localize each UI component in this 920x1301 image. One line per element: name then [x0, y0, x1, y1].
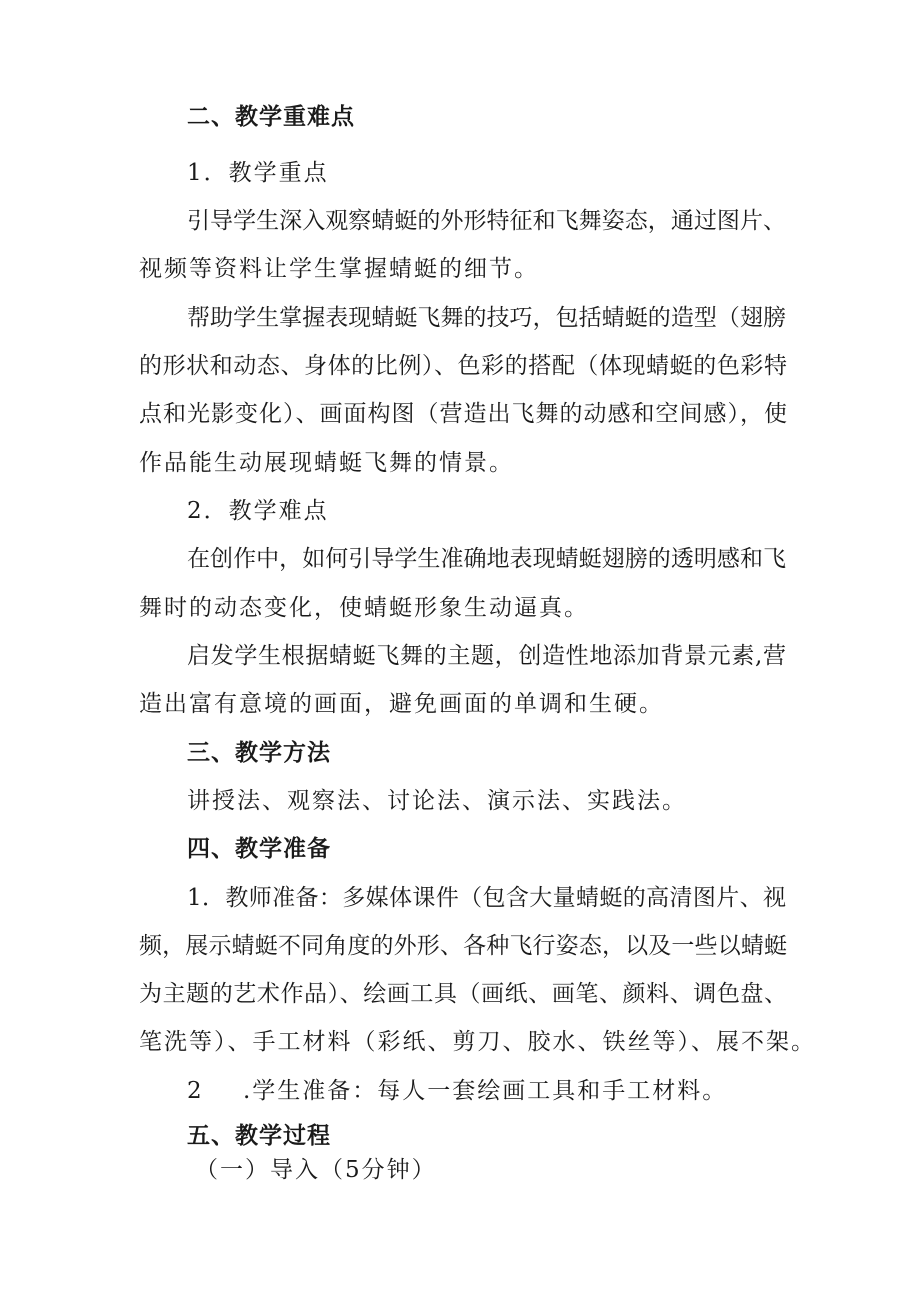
paragraph-line: 笔洗等）、手工材料（彩纸、剪刀、胶水、铁丝等）、展不架。	[139, 1029, 816, 1055]
section-heading-teaching-methods: 三、教学方法	[187, 740, 331, 766]
paragraph-line: 引导学生深入观察蜻蜓的外形特征和飞舞姿态，通过图片、	[187, 208, 786, 234]
paragraph-line: 造出富有意境的画面，避免画面的单调和生硬。	[139, 691, 664, 717]
subheading-introduction: （一）导入（5分钟）	[195, 1157, 437, 1183]
section-heading-teaching-preparation: 四、教学准备	[187, 836, 331, 862]
paragraph-line: 在创作中，如何引导学生准确地表现蜻蜓翅膀的透明感和飞	[187, 546, 786, 572]
subheading-key-points: 1．教学重点	[187, 160, 329, 186]
list-number: 2	[187, 1078, 204, 1104]
subheading-difficult-points: 2．教学难点	[187, 498, 329, 524]
section-heading-key-difficult-points: 二、教学重难点	[187, 104, 355, 130]
paragraph-line: 点和光影变化）、画面构图（营造出飞舞的动感和空间感），使	[139, 401, 787, 427]
paragraph-line: 的形状和动态、身体的比例）、色彩的搭配（体现蜻蜓的色彩特	[139, 353, 787, 379]
paragraph-line: 讲授法、观察法、讨论法、演示法、实践法。	[187, 788, 687, 814]
paragraph-line: 为主题的艺术作品）、绘画工具（画纸、画笔、颜料、调色盘、	[139, 981, 787, 1007]
paragraph-line: 1．教师准备：多媒体课件（包含大量蜻蜓的高清图片、视	[187, 885, 786, 911]
section-heading-teaching-process: 五、教学过程	[187, 1123, 331, 1149]
paragraph-line: 作品能生动展现蜻蜓飞舞的情景。	[139, 450, 514, 476]
paragraph-line: 启发学生根据蜻蜓飞舞的主题，创造性地添加背景元素,营	[187, 643, 786, 669]
paragraph-line: 帮助学生掌握表现蜻蜓飞舞的技巧，包括蜻蜓的造型（翅膀	[187, 305, 786, 331]
paragraph-line: 舞时的动态变化，使蜻蜓形象生动逼真。	[139, 595, 589, 621]
paragraph-line: .学生准备：每人一套绘画工具和手工材料。	[243, 1078, 728, 1104]
paragraph-line: 视频等资料让学生掌握蜻蜓的细节。	[139, 256, 539, 282]
paragraph-line: 频，展示蜻蜓不同角度的外形、各种飞行姿态，以及一些以蜻蜓	[139, 933, 787, 959]
